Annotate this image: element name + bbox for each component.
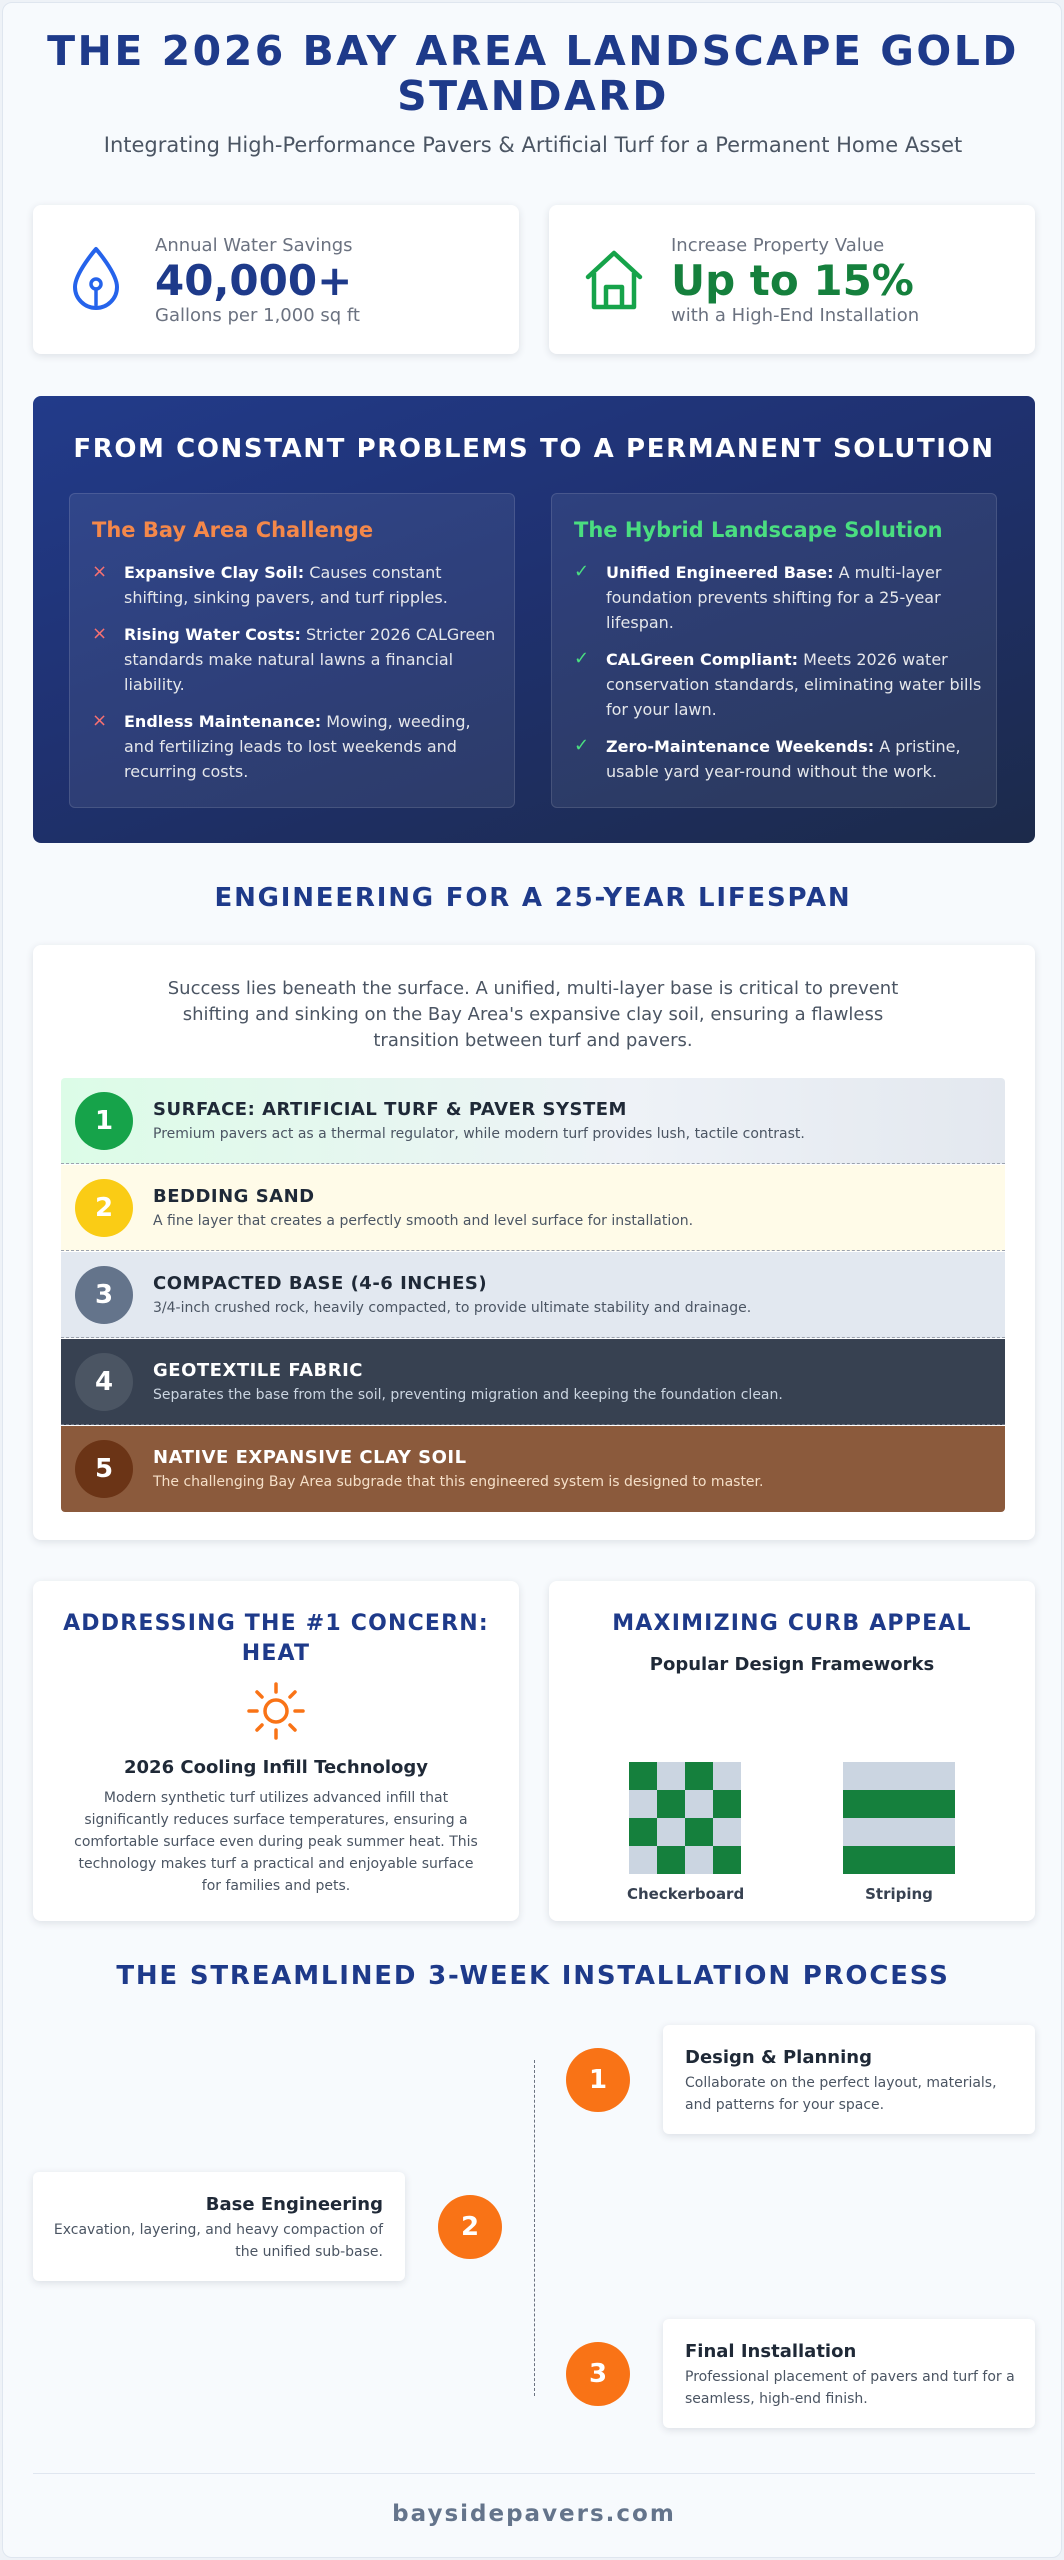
layer-desc: Premium pavers act as a thermal regulator, while modern turf provides lush, tactile contrast. bbox=[153, 1126, 805, 1142]
item-text: A pristine, usable yard year-round without the work. bbox=[606, 737, 961, 781]
layer-surface bbox=[61, 1078, 1005, 1164]
layer-number: 5 bbox=[75, 1440, 133, 1498]
item-bold: Rising Water Costs: bbox=[124, 625, 301, 644]
challenge-item bbox=[92, 560, 492, 610]
layer-number: 3 bbox=[75, 1266, 133, 1324]
item-bold: Unified Engineered Base: bbox=[606, 563, 834, 582]
solution-box bbox=[551, 493, 997, 808]
heat-subtitle: 2026 Cooling Infill Technology bbox=[124, 1757, 428, 1778]
step-title: Design & Planning bbox=[685, 2047, 872, 2068]
step-title: Final Installation bbox=[685, 2341, 857, 2362]
sun-icon bbox=[246, 1681, 306, 1741]
stat-card-property bbox=[549, 205, 1035, 354]
step-card-base bbox=[33, 2172, 405, 2281]
step-number: 2 bbox=[438, 2195, 502, 2259]
item-bold: Zero-Maintenance Weekends: bbox=[606, 737, 875, 756]
layer-geotextile bbox=[61, 1339, 1005, 1425]
item-bold: CALGreen Compliant: bbox=[606, 650, 799, 669]
pattern-label: Striping bbox=[865, 1885, 933, 1903]
page-subtitle: Integrating High-Performance Pavers & Artificial Turf for a Permanent Home Asset bbox=[103, 133, 963, 157]
layer-bedding-sand bbox=[61, 1165, 1005, 1251]
stat-sub: with a High-End Installation bbox=[671, 305, 920, 326]
layer-clay-soil bbox=[61, 1426, 1005, 1512]
house-icon bbox=[583, 247, 645, 311]
stat-value: Up to 15% bbox=[671, 256, 914, 305]
item-bold: Endless Maintenance: bbox=[124, 712, 322, 731]
engineering-intro: Success lies beneath the surface. A unified, multi-layer base is critical to prevent shifting and sinking on the Bay Area's expansive clay soil, ensuring a flawless transition between turf and pavers. bbox=[167, 978, 899, 1051]
page-title: THE 2026 BAY AREA LANDSCAPE GOLD STANDARD bbox=[47, 27, 1019, 120]
layer-desc: A fine layer that creates a perfectly smooth and level surface for installation. bbox=[153, 1213, 694, 1229]
engineering-card bbox=[33, 945, 1035, 1540]
problem-solution-title: FROM CONSTANT PROBLEMS TO A PERMANENT SOLUTION bbox=[73, 434, 995, 464]
step-desc: Excavation, layering, and heavy compaction of the unified sub-base. bbox=[53, 2222, 383, 2260]
step-card-design bbox=[663, 2025, 1035, 2134]
step-desc: Collaborate on the perfect layout, materials, and patterns for your space. bbox=[685, 2075, 997, 2113]
item-text: Stricter 2026 CALGreen standards make natural lawns a financial liability. bbox=[124, 625, 496, 694]
layer-number: 1 bbox=[75, 1092, 133, 1150]
layer-desc: The challenging Bay Area subgrade that this engineered system is designed to master. bbox=[153, 1474, 764, 1490]
solution-item bbox=[574, 734, 974, 784]
step-number: 1 bbox=[566, 2048, 630, 2112]
heat-title: ADDRESSING THE #1 CONCERN: HEAT bbox=[63, 1611, 489, 1666]
infographic-page bbox=[2, 2, 1062, 2558]
check-mark-icon: ✓ bbox=[574, 735, 590, 756]
layer-title: GEOTEXTILE FABRIC bbox=[153, 1360, 363, 1381]
water-drop-icon bbox=[67, 245, 125, 311]
challenge-item bbox=[92, 622, 496, 697]
layer-title: SURFACE: ARTIFICIAL TURF & PAVER SYSTEM bbox=[153, 1099, 627, 1120]
stat-card-water bbox=[33, 205, 519, 354]
layer-compacted-base bbox=[61, 1252, 1005, 1338]
step-number: 3 bbox=[566, 2342, 630, 2406]
checkerboard-pattern-icon bbox=[629, 1762, 741, 1874]
item-text: A multi-layer foundation prevents shifting for a 25-year lifespan. bbox=[606, 563, 942, 632]
check-mark-icon: ✓ bbox=[574, 561, 590, 582]
layer-title: COMPACTED BASE (4-6 INCHES) bbox=[153, 1273, 488, 1294]
stat-label: Annual Water Savings bbox=[155, 235, 353, 256]
layer-number: 4 bbox=[75, 1353, 133, 1411]
layer-title: BEDDING SAND bbox=[153, 1186, 315, 1207]
curb-appeal-title: MAXIMIZING CURB APPEAL bbox=[612, 1611, 972, 1636]
step-card-installation bbox=[663, 2319, 1035, 2428]
curb-appeal-subtitle: Popular Design Frameworks bbox=[649, 1654, 935, 1675]
footer-link[interactable]: baysidepavers.com bbox=[392, 2501, 676, 2527]
layer-title: NATIVE EXPANSIVE CLAY SOIL bbox=[153, 1447, 467, 1468]
process-title: THE STREAMLINED 3-WEEK INSTALLATION PROCESS bbox=[116, 1961, 950, 1991]
step-title: Base Engineering bbox=[205, 2194, 383, 2215]
x-mark-icon: × bbox=[92, 623, 108, 644]
layer-desc: 3/4-inch crushed rock, heavily compacted, to provide ultimate stability and drainage. bbox=[153, 1300, 752, 1316]
engineering-title: ENGINEERING FOR A 25-YEAR LIFESPAN bbox=[214, 883, 852, 913]
step-desc: Professional placement of pavers and turf for a seamless, high-end finish. bbox=[685, 2369, 1015, 2407]
timeline-line bbox=[534, 2060, 535, 2396]
curb-appeal-card bbox=[549, 1581, 1035, 1921]
x-mark-icon: × bbox=[92, 561, 108, 582]
challenge-item bbox=[92, 709, 492, 784]
item-text: Causes constant shifting, sinking pavers, and turf ripples. bbox=[124, 563, 448, 607]
striping-pattern-icon bbox=[843, 1762, 955, 1874]
check-mark-icon: ✓ bbox=[574, 648, 590, 669]
footer-divider bbox=[33, 2473, 1035, 2474]
pattern-label: Checkerboard bbox=[627, 1885, 745, 1903]
challenge-title: The Bay Area Challenge bbox=[92, 518, 374, 542]
problem-solution-panel bbox=[33, 396, 1035, 843]
stat-label: Increase Property Value bbox=[671, 235, 885, 256]
heat-text: Modern synthetic turf utilizes advanced infill that significantly reduces surface temperatures, ensuring a comfortable surface even during peak summer heat. This technology makes turf a practical and enjoyable surface for families and pets. bbox=[74, 1790, 478, 1894]
solution-title: The Hybrid Landscape Solution bbox=[574, 518, 943, 542]
solution-item bbox=[574, 560, 974, 635]
solution-item bbox=[574, 647, 982, 722]
stat-sub: Gallons per 1,000 sq ft bbox=[155, 305, 360, 326]
layer-desc: Separates the base from the soil, preventing migration and keeping the foundation clean. bbox=[153, 1387, 783, 1403]
layer-number: 2 bbox=[75, 1179, 133, 1237]
stat-value: 40,000+ bbox=[155, 256, 353, 305]
item-bold: Expansive Clay Soil: bbox=[124, 563, 305, 582]
x-mark-icon: × bbox=[92, 710, 108, 731]
item-text: Meets 2026 water conservation standards, eliminating water bills for your lawn. bbox=[606, 650, 982, 719]
item-text: Mowing, weeding, and fertilizing leads to lost weekends and recurring costs. bbox=[124, 712, 471, 781]
challenge-box bbox=[69, 493, 515, 808]
heat-card bbox=[33, 1581, 519, 1921]
